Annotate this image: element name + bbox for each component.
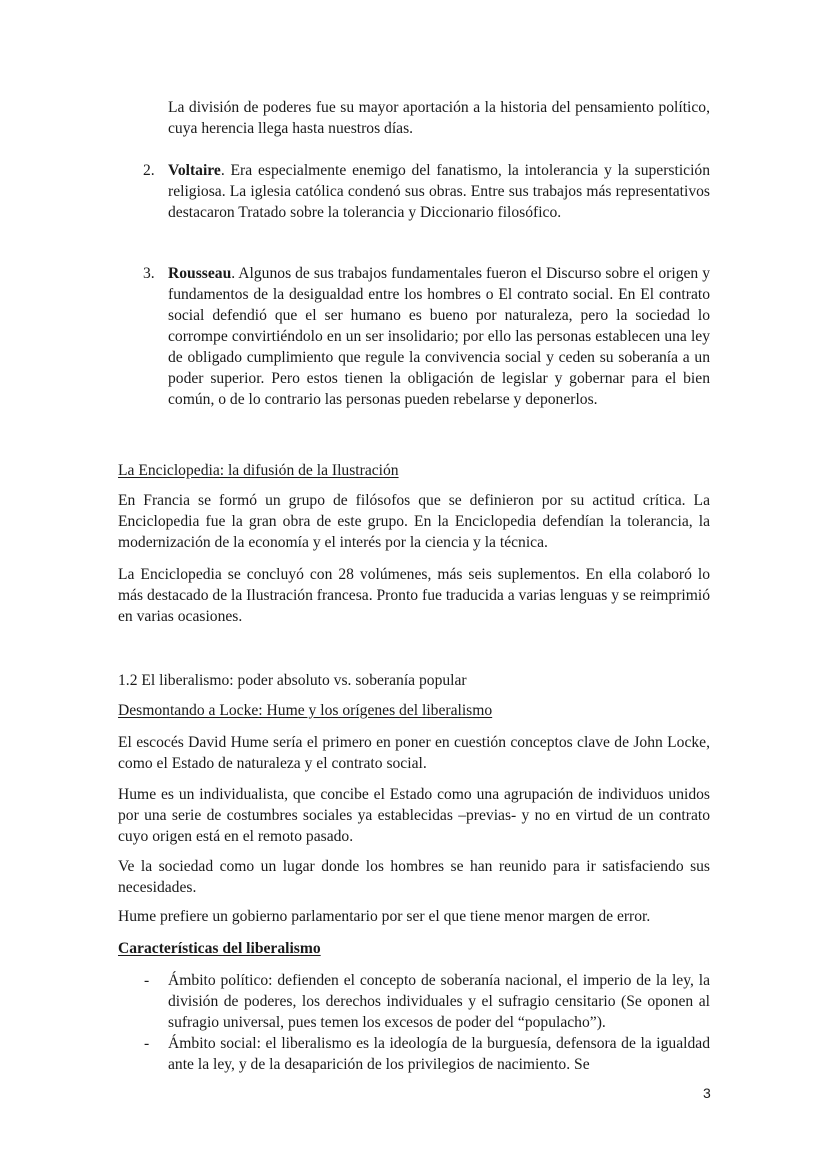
enciclopedia-paragraph-1: En Francia se formó un grupo de filósofos que se definieron por su actitud crítica. La Enciclopedia fue la gran obra de este grupo. En la Enciclopedia defendían la tolerancia, la modernización de la economía y el interés por la ciencia y la técnica. (118, 492, 710, 551)
hume-paragraph-2: Hume es un individualista, que concibe el Estado como una agrupación de individuos unidos por una serie de costumbres sociales ya establecidas –previas- y no en virtud de un contrato cuyo origen está en el remoto pasado. (118, 786, 710, 845)
rousseau-item (168, 263, 710, 410)
bullet-dash: - (144, 972, 150, 989)
rousseau-text: . Algunos de sus trabajos fundamentales fueron el Discurso sobre el origen y fundamentos de la desigualdad entre los hombres o El contrato social. En El contrato social defendió que el ser humano es bueno por naturaleza, pero la sociedad lo corrompe convirtiéndolo en un ser insolidario; por ello las personas establecen una ley de obligado cumplimiento que regule la convivencia social y ceden su soberanía a un poder superior. Pero estos tienen la obligación de legislar y gobernar para el bien común, o de lo contrario las personas pueden rebelarse y deponerlos. (168, 265, 710, 408)
hume-paragraph-1: El escocés David Hume sería el primero en poner en cuestión conceptos clave de John Locke, como el Estado de naturaleza y el contrato social. (118, 734, 710, 772)
section-title: 1.2 El liberalismo: poder absoluto vs. soberanía popular (118, 672, 467, 689)
characteristics-heading: Características del liberalismo (118, 940, 321, 957)
enciclopedia-paragraph-2: La Enciclopedia se concluyó con 28 volúmenes, más seis suplementos. En ella colaboró lo más destacado de la Ilustración francesa. Pronto fue traducida a varias lenguas y se reimprimió en varias ocasiones. (118, 566, 710, 625)
hume-subheading: Desmontando a Locke: Hume y los orígenes del liberalismo (118, 702, 493, 719)
voltaire-item (168, 160, 710, 223)
page-number: 3 (703, 1085, 711, 1101)
bullet-dash: - (144, 1035, 150, 1052)
characteristic-item: Ámbito político: defienden el concepto de soberanía nacional, el imperio de la ley, la división de poderes, los derechos individuales y el sufragio censitario (Se oponen al sufragio universal, pues temen los excesos de poder del “populacho”). (168, 972, 710, 1031)
voltaire-text: . Era especialmente enemigo del fanatismo, la intolerancia y la superstición religiosa. La iglesia católica condenó sus obras. Entre sus trabajos más representativos destacaron Tratado sobre la tolerancia y Diccionario filosófico. (168, 162, 710, 221)
rousseau-name: Rousseau (168, 265, 232, 282)
enciclopedia-heading: La Enciclopedia: la difusión de la Ilustración (118, 462, 399, 479)
voltaire-name: Voltaire (168, 162, 221, 179)
montesquieu-continuation: La división de poderes fue su mayor aportación a la historia del pensamiento político, cuya herencia llega hasta nuestros días. (168, 99, 710, 137)
hume-paragraph-3: Ve la sociedad como un lugar donde los hombres se han reunido para ir satisfaciendo sus necesidades. (118, 858, 710, 896)
list-number-voltaire: 2. (143, 162, 155, 179)
hume-paragraph-4: Hume prefiere un gobierno parlamentario por ser el que tiene menor margen de error. (118, 908, 651, 925)
list-number-rousseau: 3. (143, 265, 155, 282)
characteristic-item: Ámbito social: el liberalismo es la ideología de la burguesía, defensora de la igualdad ante la ley, y de la desaparición de los privilegios de nacimiento. Se (168, 1035, 710, 1073)
